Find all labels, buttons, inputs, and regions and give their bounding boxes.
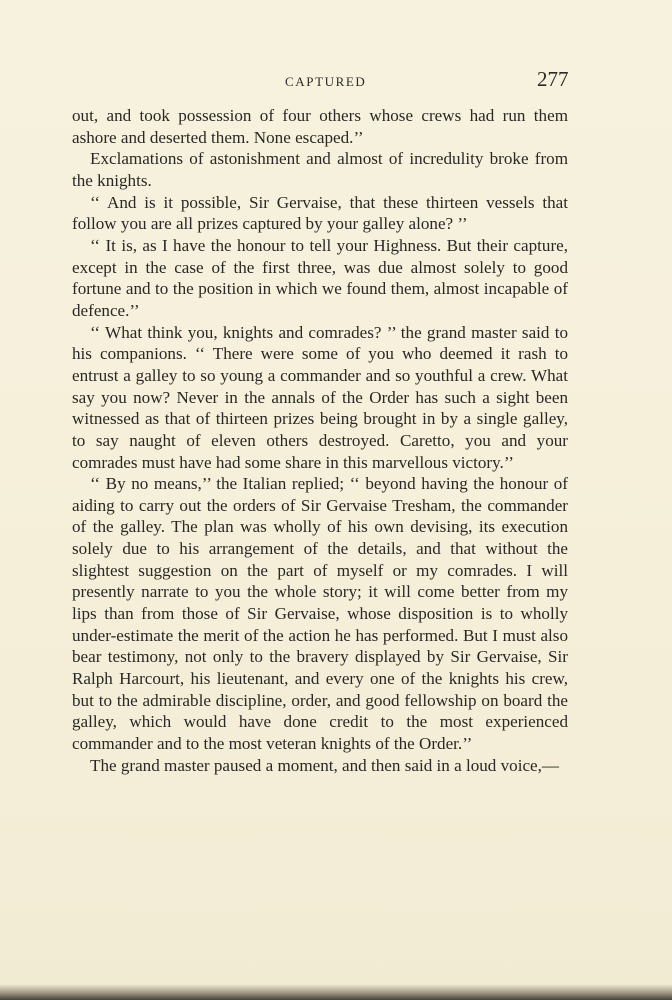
paragraph: ‘‘ And is it possible, Sir Gervaise, that these thirteen vessels that follow you are all prizes captured by your galley alone? ’’	[72, 192, 568, 234]
body-text	[72, 105, 568, 776]
paragraph: ‘‘ What think you, knights and comrades? ’’ the grand master said to his companions. ‘‘ There were some of you who deemed it rash to entrust a galley to so young a commander and so youthful a crew. What say you now? Never in the annals of the Order has such a sight been witnessed as that of thirteen prizes being brought in by a single galley, to say naught of eleven others destroyed. Caretto, you and your comrades must have had some share in this marvellous victory.’’	[72, 322, 568, 472]
page-edge-shadow	[0, 984, 672, 1000]
paragraph: ‘‘ By no means,’’ the Italian replied; ‘‘ beyond having the honour of aiding to carry out the orders of Sir Gervaise Tresham, the commander of the galley. The plan was wholly of his own devising, its execution solely due to his arrangement of the details, and that without the slightest suggestion on the part of myself or my comrades. I will presently narrate to you the whole story; it will come better from my lips than from those of Sir Gervaise, whose disposition is to wholly under-estimate the merit of the action he has performed. But I must also bear testimony, not only to the bravery displayed by Sir Gervaise, Sir Ralph Harcourt, his lieutenant, and every one of the knights his crew, but to the admirable discipline, order, and good fellowship on board the galley, which would have done credit to the most experienced commander and to the most veteran knights of the Order.’’	[72, 474, 568, 754]
running-head: CAPTURED	[285, 74, 367, 89]
page-header	[0, 66, 672, 100]
paragraph-continuation: out, and took possession of four others whose crews had run them ashore and deserted them. None escaped.’’	[72, 106, 568, 147]
paragraph: The grand master paused a moment, and then said in a loud voice,—	[90, 755, 559, 775]
page-number: 277	[537, 67, 569, 91]
paragraph: Exclamations of astonishment and almost of incredulity broke from the knights.	[72, 149, 568, 190]
paragraph: ‘‘ It is, as I have the honour to tell your Highness. But their capture, except in the case of the first three, was due almost solely to good fortune and to the position in which we found them, almost incapable of defence.’’	[72, 235, 568, 320]
